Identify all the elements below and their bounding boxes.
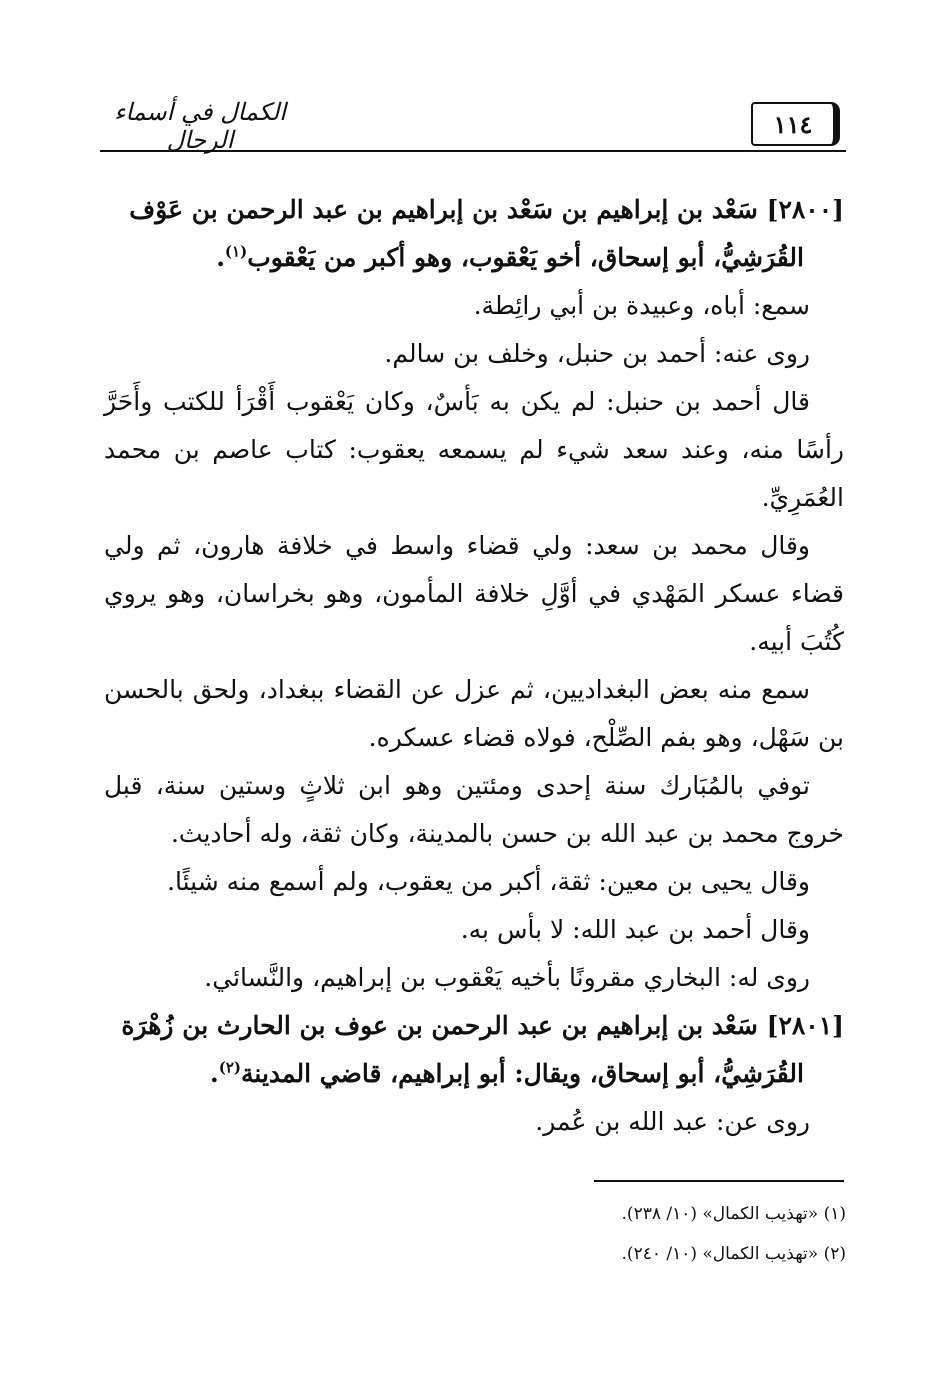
- footnote-rule: [594, 1180, 844, 1182]
- entry-heading-text: سَعْد بن إبراهيم بن سَعْد بن إبراهيم بن عبد الرحمن بن عَوْف: [129, 195, 758, 224]
- heading-end: .: [210, 1059, 219, 1088]
- entry-heading-line: [104, 186, 844, 234]
- header-rule: [100, 150, 846, 152]
- paragraph: روى عنه: أحمد بن حنبل، وخلف بن سالم.: [384, 339, 810, 368]
- footnote: (٢) «تهذيب الكمال» (١٠/ ٢٤٠).: [621, 1244, 846, 1264]
- footnotes: [104, 1194, 846, 1274]
- paragraph: وقال أحمد بن عبد الله: لا بأس به.: [460, 915, 810, 944]
- entry-heading-text: سَعْد بن إبراهيم بن عبد الرحمن بن عوف بن الحارث بن زُهْرَة: [121, 1011, 758, 1040]
- footnote-ref[interactable]: (١): [224, 242, 248, 261]
- entry-heading-line: [104, 1050, 844, 1098]
- heading-end: .: [216, 243, 225, 272]
- running-title: الكمال في أسماء الرجال: [114, 98, 286, 154]
- paragraph: توفي بالمُبَارك سنة إحدى ومئتين وهو ابن ثلاثٍ وستين سنة، قبل خروج محمد بن عبد الله بن حسن بالمدينة، وكان ثقة، وله أحاديث.: [104, 771, 844, 848]
- entry-2800-heading: [104, 186, 844, 282]
- entry-heading-text: القُرَشِيُّ، أبو إسحاق، أخو يَعْقوب، وهو أكبر من يَعْقوب: [247, 243, 804, 272]
- paragraph: سمع منه بعض البغداديين، ثم عزل عن القضاء ببغداد، ولحق بالحسن بن سَهْل، وهو بفم الصِّلْح، فولاه قضاء عسكره.: [104, 675, 844, 752]
- entry-2801-heading: [104, 1002, 844, 1098]
- paragraph: وقال محمد بن سعد: ولي قضاء واسط في خلافة هارون، ثم ولي قضاء عسكر المَهْدي في أوَّلِ خلافة المأمون، وهو بخراسان، وهو يروي كُتُبَ أبيه.: [104, 531, 844, 656]
- entry-number: [٢٨٠١]: [766, 1011, 844, 1040]
- footnote: (١) «تهذيب الكمال» (١٠/ ٢٣٨).: [621, 1204, 846, 1224]
- page-header: [100, 88, 846, 154]
- paragraph: روى عن: عبد الله بن عُمر.: [535, 1107, 810, 1136]
- entry-heading-text: القُرَشِيُّ، أبو إسحاق، ويقال: أبو إبراهيم، قاضي المدينة: [241, 1059, 804, 1088]
- entry-number: [٢٨٠٠]: [766, 195, 844, 224]
- entry-heading-line: [104, 234, 844, 282]
- footnote-ref[interactable]: (٢): [218, 1058, 242, 1077]
- main-text: [104, 186, 844, 1146]
- page-number: ١١٤: [751, 102, 840, 146]
- entry-heading-line: [104, 1002, 844, 1050]
- paragraph: قال أحمد بن حنبل: لم يكن به بَأسٌ، وكان يَعْقوب أَقْرَأ للكتب وأَحَرَّ رأسًا منه، وعند سعد شيء لم يسمعه يعقوب: كتاب عاصم بن محمد العُمَرِيِّ.: [104, 387, 844, 512]
- paragraph: وقال يحيى بن معين: ثقة، أكبر من يعقوب، ولم أسمع منه شيئًا.: [167, 867, 810, 896]
- paragraph: روى له: البخاري مقرونًا بأخيه يَعْقوب بن إبراهيم، والنَّسائي.: [204, 963, 810, 992]
- paragraph: سمع: أباه، وعبيدة بن أبي رائِطة.: [473, 291, 810, 320]
